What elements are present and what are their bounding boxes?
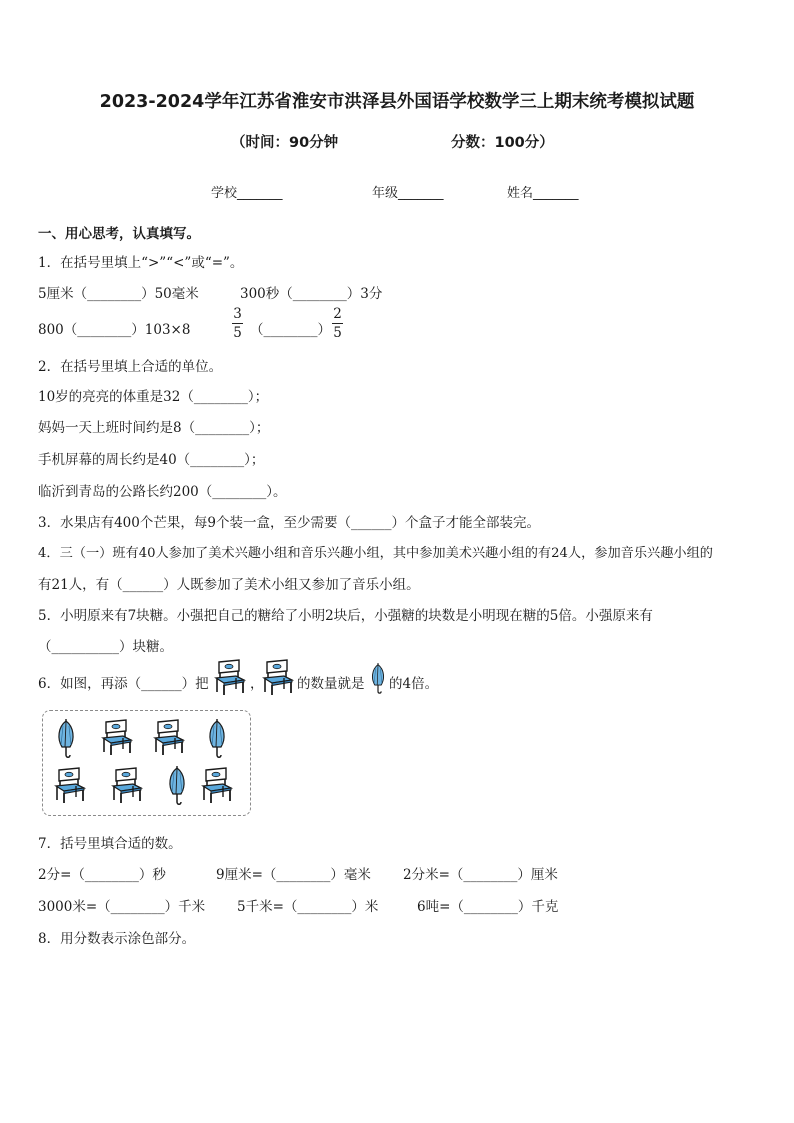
q1-fraction-right: [332, 306, 343, 341]
q4-line2[interactable]: 有21人，有（______）人既参加了美术小组又参加了音乐小组。: [38, 577, 420, 593]
q7-item-e[interactable]: 5千米=（________）米: [237, 899, 379, 915]
grade-field[interactable]: 年级_______: [372, 186, 444, 201]
q1-fraction-left: [232, 306, 243, 341]
q5-line2[interactable]: （__________）块糖。: [38, 639, 173, 655]
chair-icon: [52, 767, 88, 805]
q1-fraction-left-den: 5: [233, 325, 242, 341]
q7-item-c[interactable]: 2分米=（________）厘米: [403, 867, 558, 883]
umbrella-icon: [52, 717, 80, 759]
q3-text[interactable]: 3．水果店有400个芒果，每9个装一盒，至少需要（______）个盒子才能全部装完。: [38, 515, 540, 531]
exam-time: （时间：90分钟: [231, 135, 339, 151]
q2-item-b[interactable]: 妈妈一天上班时间约是8（________）；: [38, 420, 270, 436]
q7-item-a[interactable]: 2分=（________）秒: [38, 867, 166, 883]
chair-icon: [151, 719, 187, 757]
name-field[interactable]: 姓名_______: [507, 186, 579, 201]
q6-picture-box: [42, 710, 251, 816]
chair-icon: [109, 767, 145, 805]
q6-text-part2: ，: [250, 676, 264, 692]
q7-stem: 7．括号里填合适的数。: [38, 836, 182, 852]
chair-icon: [260, 659, 296, 697]
q1-item-a[interactable]: 5厘米（________）50毫米: [38, 286, 199, 302]
q1-fraction-right-num: 2: [333, 306, 342, 322]
fraction-bar: [232, 323, 243, 324]
q6-text-part3: 的数量就是: [297, 676, 365, 692]
umbrella-icon: [163, 764, 191, 806]
q1-stem: 1．在括号里填上“>”“<”或“=”。: [38, 255, 244, 271]
q6-text-part1[interactable]: 6．如图，再添（______）把: [38, 676, 209, 692]
q5-line1: 5．小明原来有7块糖。小强把自己的糖给了小明2块后，小强糖的块数是小明现在糖的5倍。小强原来有: [38, 608, 653, 624]
q2-stem: 2．在括号里填上合适的单位。: [38, 359, 223, 375]
q6-text-part4: 的4倍。: [389, 676, 439, 692]
q7-item-f[interactable]: 6吨=（________）千克: [417, 899, 559, 915]
school-field[interactable]: 学校_______: [211, 186, 283, 201]
q7-item-d[interactable]: 3000米=（________）千米: [38, 899, 206, 915]
q1-fraction-left-num: 3: [233, 306, 242, 322]
exam-score: 分数：100分）: [451, 135, 554, 151]
q1-fraction-right-den: 5: [333, 325, 342, 341]
umbrella-icon: [203, 717, 231, 759]
q1-item-b[interactable]: 300秒（________）3分: [240, 286, 383, 302]
fraction-bar: [332, 323, 343, 324]
q1-item-c[interactable]: 800（________）103×8: [38, 322, 191, 338]
chair-icon: [199, 767, 235, 805]
q2-item-c[interactable]: 手机屏幕的周长约是40（________）；: [38, 452, 265, 468]
q1-item-d-blank[interactable]: （________）: [250, 322, 331, 338]
q2-item-a[interactable]: 10岁的亮亮的体重是32（________）；: [38, 389, 269, 405]
section-heading: 一、用心思考，认真填写。: [38, 226, 200, 242]
q8-text: 8．用分数表示涂色部分。: [38, 931, 196, 947]
page-title: 2023-2024学年江苏省淮安市洪泽县外国语学校数学三上期末统考模拟试题: [99, 92, 695, 112]
umbrella-icon: [367, 659, 389, 697]
q7-item-b[interactable]: 9厘米=（________）毫米: [216, 867, 371, 883]
chair-icon: [212, 659, 248, 697]
q2-item-d[interactable]: 临沂到青岛的公路长约200（________）。: [38, 484, 287, 500]
q4-line1: 4．三（一）班有40人参加了美术兴趣小组和音乐兴趣小组，其中参加美术兴趣小组的有24人，参加音乐兴趣小组的: [38, 546, 713, 561]
chair-icon: [99, 719, 135, 757]
